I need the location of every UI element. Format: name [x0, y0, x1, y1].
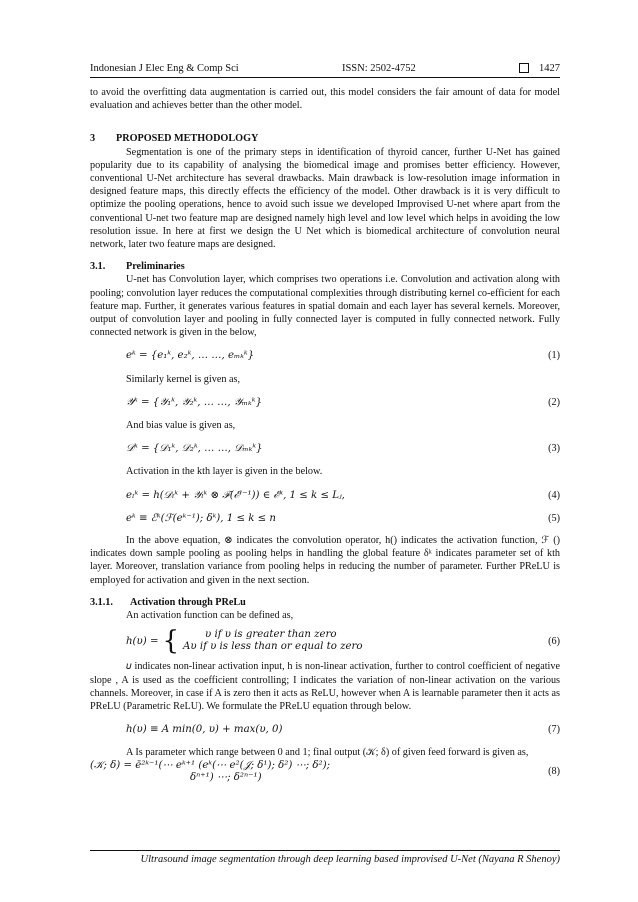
subsection-heading: [90, 260, 560, 273]
equation-6-case-2: A𝜐 if 𝜐 is less than or equal to zero: [183, 641, 363, 653]
equation-2-expr: 𝒴ᵏ = {𝒴₁ᵏ, 𝒴₂ᵏ, … …, 𝒴ₘₖᵏ}: [126, 396, 262, 408]
bias-text: And bias value is given as,: [126, 420, 236, 432]
equation-6-case-1: 𝜐 if 𝜐 is greater than zero: [205, 629, 337, 641]
brace-icon: {: [162, 626, 180, 657]
checkbox-icon: [519, 63, 529, 73]
equation-6-expr: [126, 626, 363, 657]
section-title: PROPOSED METHODOLOGY: [116, 133, 259, 145]
equation-5-expr: eᵏ ≡ ℰᵏ(ℱ(eᵏ⁻¹); δᵏ), 1 ≤ k ≤ n: [126, 512, 276, 524]
equation-1-expr: eᵏ = {e₁ᵏ, e₂ᵏ, … …, eₘₖᵏ}: [126, 350, 255, 362]
equation-6-cases: [183, 629, 363, 653]
equation-7-number: (7): [548, 724, 560, 736]
section-number: 3: [90, 133, 96, 145]
header-rule: [90, 77, 560, 78]
activation-intro: An activation function can be defined as,: [126, 610, 294, 622]
equation-8-expr: [90, 760, 330, 784]
activation-text: Activation in the kth layer is given in the below.: [126, 466, 323, 478]
equation-3-number: (3): [548, 443, 560, 455]
equation-5-number: (5): [548, 512, 560, 524]
equation-8-line-2: δⁿ⁺¹) ⋯; δ²ⁿ⁻¹): [190, 771, 262, 783]
equation-8-line-1: (𝒦; δ) = ē²ᵏ⁻¹(⋯ eᵏ⁺¹ (eᵏ(⋯ e²(𝒥; δ¹); δ²) ⋯; δ²);: [90, 759, 331, 771]
running-header: [90, 60, 560, 76]
subsubsection-heading: [90, 596, 560, 609]
equation-6-number: (6): [548, 635, 560, 647]
equation-8: [90, 760, 560, 784]
prelu-body: 𝜐 indicates non-linear activation input, h is non-linear activation, further to control coefficient of negative slope , A is used as the coefficient controlling; I indicates the variation of non-linear activation on the various channels. Moreover, in case if A is zero then it acts as ReLU, however when A is learnable parameter then it acts as PReLU (Parametric ReLU). We formulate the PReLU equation through below.: [90, 661, 560, 712]
section-body: Segmentation is one of the primary steps in identification of thyroid cancer, further U-Net has gained popularity due to its capability of analysing the biomedical image and promises better efficiency. However, conventional U-Net architecture has several drawbacks. Main drawback is low-resolution image information in designed feature maps, this directly effects the efficiency of the model. Other drawback is it is very difficult to optimize the pooling operations, hence to avoid such issue we developed Improvised U-net where apart from the conventional U-net two feature map are designed namely high level and low level which helps in avoiding the low resolution issue. In here at first we design the U Net which is biomedical architecture of convolution neural network, later two feature maps are designed.: [90, 146, 560, 251]
subsection-body: U-net has Convolution layer, which comprises two operations i.e. Convolution and activation along with pooling; convolution layer reduces the computational complexities through distributing kernel co-efficient for each feature map. Further, it generates various features in spatial domain and each layer has several kernels. Moreover, output of convolution layer and pooling in fully connected layer is computed in fully connected network. Fully connected network is given in the below,: [90, 274, 560, 339]
equation-4-number: (4): [548, 489, 560, 501]
subsubsection-number: 3.1.1.: [90, 596, 113, 608]
equation-explanation: In the above equation, ⊗ indicates the convolution operator, h() indicates the activation function, ℱ () indicates down sample pooling as pooling helps in handling the global feature δᵏ indicates parameter set of kth layer. Moreover, translation variance from pooling helps in reducing the number of parameter. Further PReLU is employed for activation and given in the next section.: [90, 535, 560, 586]
running-footer: Ultrasound image segmentation through deep learning based improvised U-Net (Nayana R Shenoy): [140, 854, 560, 865]
journal-name: Indonesian J Elec Eng & Comp Sci: [90, 62, 239, 74]
equation-2: [90, 396, 560, 409]
equation-4: [90, 489, 560, 502]
equation-1-number: (1): [548, 350, 560, 362]
final-output-text: A Is parameter which range between 0 and 1; final output (𝒦; δ) of given feed forward is given as,: [126, 747, 529, 759]
equation-6-lhs: h(𝜐) =: [126, 635, 159, 647]
subsection-title: Preliminaries: [126, 261, 185, 273]
equation-7: [90, 723, 560, 736]
equation-1: [90, 349, 560, 362]
equation-8-number: (8): [548, 765, 560, 777]
page-number-group: [519, 63, 560, 74]
subsubsection-title: Activation through PReLu: [130, 596, 246, 608]
equation-2-number: (2): [548, 396, 560, 408]
page-number: 1427: [538, 62, 560, 74]
equation-6: [90, 626, 560, 657]
equation-3-expr: 𝒟ᵏ = {𝒟₁ᵏ, 𝒟₂ᵏ, … …, 𝒟ₘₖᵏ}: [126, 443, 263, 455]
equation-3: [90, 442, 560, 455]
equation-7-expr: h(𝜐) ≡ A min(0, 𝜐) + max(𝜐, 0): [126, 724, 283, 736]
issn: ISSN: 2502-4752: [341, 62, 416, 74]
kernel-text: Similarly kernel is given as,: [126, 373, 241, 385]
section-heading: [90, 132, 560, 145]
footer-rule: [90, 850, 560, 851]
equation-4-expr: eₗᵏ = h(𝒟ₗᵏ + 𝒴ₗᵏ ⊗ ℱ(ℰˡ⁻¹)) ∈ ℰᵏ, 1 ≤ k ≤ Lⱼ,: [126, 489, 345, 501]
intro-paragraph: to avoid the overfitting data augmentation is carried out, this model considers the fair amount of data for model evaluation and achieves better than the other model.: [90, 87, 560, 112]
main-content: [90, 86, 560, 784]
equation-5: [90, 512, 560, 525]
subsection-number: 3.1.: [90, 261, 106, 273]
